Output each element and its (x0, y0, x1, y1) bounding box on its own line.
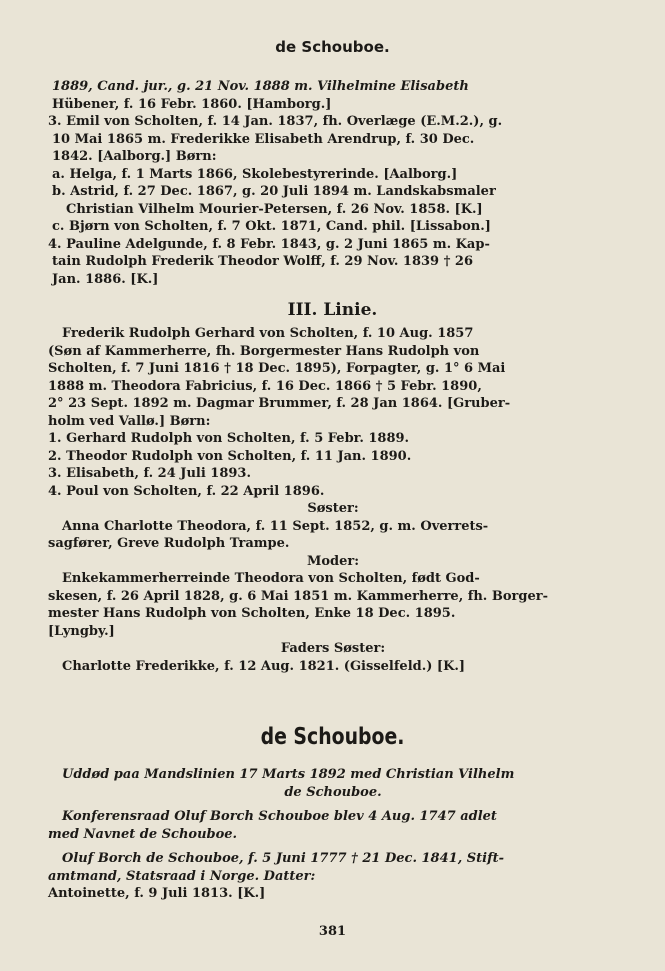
linie-line: 1888 m. Theodora Fabricius, f. 16 Dec. 1866 † 5 Febr. 1890, (48, 378, 482, 394)
note-line: de Schouboe. (284, 784, 382, 800)
moder-heading: Moder: (306, 553, 360, 569)
soster-line: Anna Charlotte Theodora, f. 11 Sept. 1852, g. m. Overrets- (62, 518, 489, 534)
faders-line: Charlotte Frederikke, f. 12 Aug. 1821. (Gisselfeld.) [K.] (62, 658, 466, 674)
moder-line: mester Hans Rudolph von Scholten, Enke 18 Dec. 1895. (48, 606, 456, 621)
note-line: amtmand, Statsraad i Norge. Datter: (48, 868, 316, 884)
entry-line: 4. Pauline Adelgunde, f. 8 Febr. 1843, g. 2 Juni 1865 m. Kap- (48, 236, 490, 252)
moder-line: [Lyngby.] (48, 623, 115, 639)
page-number: 381 (318, 924, 347, 939)
entry-line: Hübener, f. 16 Febr. 1860. [Hamborg.] (52, 96, 332, 112)
note-line: Oluf Borch de Schouboe, f. 5 Juni 1777 † 21 Dec. 1841, Stift- (62, 851, 505, 866)
linie-line: holm ved Vallø.] Børn: (48, 413, 211, 429)
family-notes (48, 766, 618, 903)
faders-heading: Faders Søster: (280, 641, 386, 656)
entry-line: tain Rudolph Frederik Theodor Wolff, f. 29 Nov. 1839 † 26 (52, 254, 474, 269)
linie-line: 2° 23 Sept. 1892 m. Dagmar Brummer, f. 28 Jan 1864. [Gruber- (48, 396, 511, 411)
entry-line: 3. Emil von Scholten, f. 14 Jan. 1837, fh. Overlæge (E.M.2.), g. (48, 114, 503, 129)
note-line: Antoinette, f. 9 Juli 1813. [K.] (48, 886, 266, 901)
running-header: de Schouboe. (275, 38, 390, 56)
linie-block (48, 325, 618, 675)
top-entries (48, 78, 612, 288)
entry-line: a. Helga, f. 1 Marts 1866, Skolebestyrerinde. [Aalborg.] (52, 166, 458, 182)
linie-line: Frederik Rudolph Gerhard von Scholten, f. 10 Aug. 1857 (62, 326, 474, 341)
entry-line: b. Astrid, f. 27 Dec. 1867, g. 20 Juli 1894 m. Landskabsmaler (52, 184, 496, 199)
entry-line: c. Bjørn von Scholten, f. 7 Okt. 1871, Cand. phil. [Lissabon.] (52, 219, 491, 234)
entry-line: Christian Vilhelm Mourier-Petersen, f. 26 Nov. 1858. [K.] (66, 201, 483, 217)
note-line: Uddød paa Mandslinien 17 Marts 1892 med Christian Vilhelm (62, 767, 515, 782)
child-line: 3. Elisabeth, f. 24 Juli 1893. (48, 466, 252, 481)
child-line: 1. Gerhard Rudolph von Scholten, f. 5 Febr. 1889. (48, 431, 410, 446)
child-line: 2. Theodor Rudolph von Scholten, f. 11 Jan. 1890. (48, 448, 412, 464)
section-title: III. Linie. (287, 300, 378, 320)
note-line: med Navnet de Schouboe. (48, 826, 238, 842)
moder-line: Enkekammerherreinde Theodora von Scholten, født God- (62, 571, 480, 586)
note-line: Konferensraad Oluf Borch Schouboe blev 4 Aug. 1747 adlet (62, 809, 497, 824)
family-title: de Schouboe. (260, 724, 405, 750)
entry-line: Jan. 1886. [K.] (52, 271, 159, 287)
linie-line: (Søn af Kammerherre, fh. Borgermester Hans Rudolph von (48, 343, 480, 359)
soster-heading: Søster: (307, 501, 359, 516)
entry-line: 10 Mai 1865 m. Frederikke Elisabeth Arendrup, f. 30 Dec. (52, 131, 475, 147)
linie-line: Scholten, f. 7 Juni 1816 † 18 Dec. 1895), Forpagter, g. 1° 6 Mai (48, 361, 506, 376)
moder-line: skesen, f. 26 April 1828, g. 6 Mai 1851 m. Kammerherre, fh. Borger- (48, 588, 548, 604)
entry-line: 1842. [Aalborg.] Børn: (52, 149, 217, 164)
child-line: 4. Poul von Scholten, f. 22 April 1896. (48, 483, 325, 499)
entry-line: 1889, Cand. jur., g. 21 Nov. 1888 m. Vilhelmine Elisabeth (52, 79, 469, 94)
soster-line: sagfører, Greve Rudolph Trampe. (48, 536, 290, 551)
